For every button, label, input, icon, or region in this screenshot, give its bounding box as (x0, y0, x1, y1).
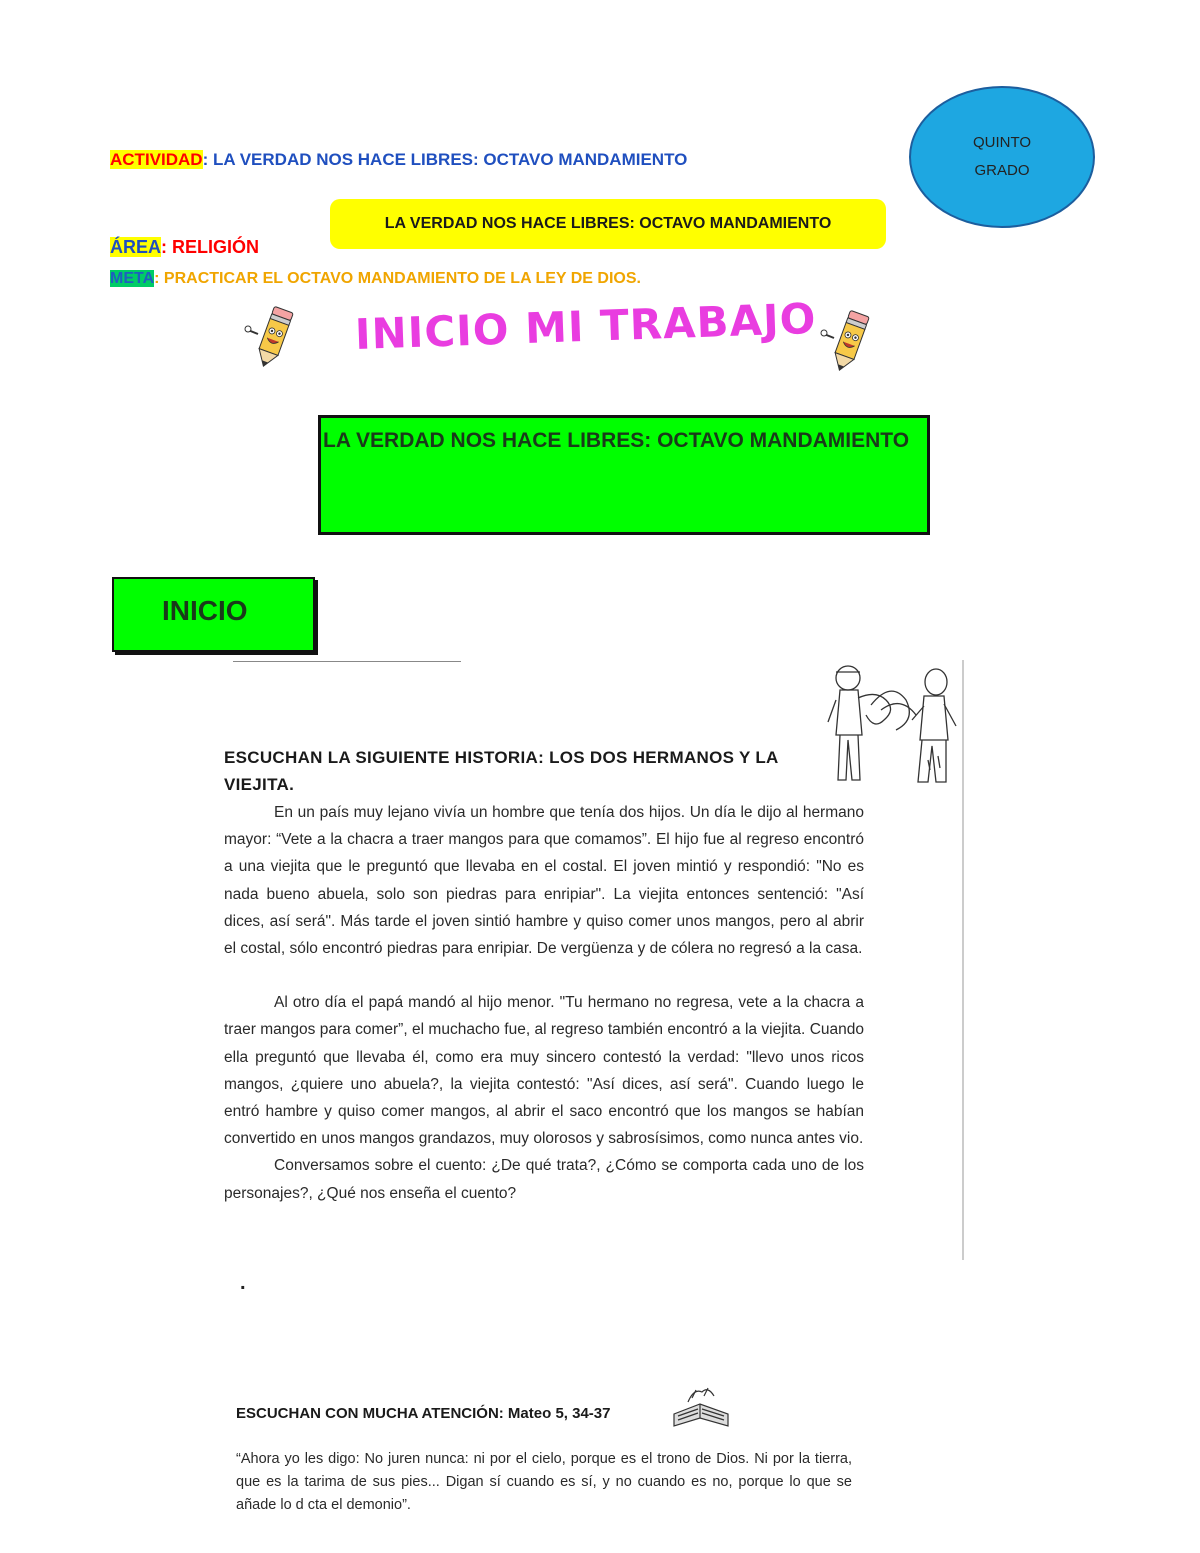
lesson-title-box: LA VERDAD NOS HACE LIBRES: OCTAVO MANDAMIENTO (318, 415, 930, 535)
two-brothers-illustration-icon (826, 660, 960, 790)
actividad-label: ACTIVIDAD (110, 150, 203, 169)
pencil-mascot-right-icon (820, 306, 880, 376)
mateo-quote: “Ahora yo les digo: No juren nunca: ni por el cielo, porque es el trono de Dios. Ni por la tierra, que es la tarima de sus pies... Digan sí cuando es sí, y no cuando es no, porque lo que se añade lo d cta el demonio”. (236, 1451, 852, 1513)
area-label: ÁREA (110, 237, 162, 257)
actividad-text: LA VERDAD NOS HACE LIBRES: OCTAVO MANDAMIENTO (208, 150, 688, 169)
banner-title: INICIO MI TRABAJO (354, 293, 818, 359)
area-text: RELIGIÓN (167, 237, 260, 257)
actividad-sep: : (202, 150, 209, 169)
meta-text: PRACTICAR EL OCTAVO MANDAMIENTO DE LA LEY DE DIOS. (159, 270, 641, 287)
topic-banner: LA VERDAD NOS HACE LIBRES: OCTAVO MANDAMIENTO (330, 199, 886, 249)
grade-badge (909, 86, 1095, 228)
meta-line (110, 270, 641, 288)
actividad-line (110, 150, 687, 170)
bullet-dot: . (240, 1272, 246, 1294)
story-body (224, 799, 864, 1207)
story-paragraph-2: Al otro día el papá mandó al hijo menor. "Tu hermano no regresa, vete a la chacra a traer mangos para comer”, el muchacho fue, al regreso también encontró a la viejita. Cuando ella preguntó que llevaba él, como era muy sincero contestó la verdad: "llevo unos ricos mangos, ¿quiere uno abuela?, la viejita contestó: "Así dices, así será". Cuando luego le entró hambre y quiso comer mangos, al abrir el saco encontró que los mangos se habían convertido en unos mangos grandazos, muy olorosos y sabrosísimos, como nunca antes vio. (224, 994, 864, 1148)
mateo-heading: ESCUCHAN CON MUCHA ATENCIÓN: Mateo 5, 34-37 (236, 1405, 611, 1422)
margin-rule (962, 660, 964, 1260)
pencil-mascot-left-icon (244, 302, 304, 372)
area-line (110, 237, 259, 258)
meta-label: META (110, 270, 155, 287)
open-bible-icon (668, 1384, 734, 1432)
area-sep: : (161, 237, 168, 257)
grade-line-1: QUINTO (972, 134, 1032, 151)
inicio-section-label: INICIO (112, 577, 315, 652)
grade-line-2: GRADO (974, 162, 1030, 179)
story-paragraph-3: Conversamos sobre el cuento: ¿De qué trata?, ¿Cómo se comporta cada uno de los personajes?, ¿Qué nos enseña el cuento? (224, 1157, 864, 1202)
divider-line (233, 661, 461, 662)
story-paragraph-1: En un país muy lejano vivía un hombre que tenía dos hijos. Un día le dijo al hermano mayor: “Vete a la chacra a traer mangos para que comamos”. El hijo fue al regreso encontró a una viejita que le preguntó que llevaba en el costal. El joven mintió y respondió: "No es nada bueno abuela, solo son piedras para enripiar". La viejita entonces sentenció: "Así dices, así será". Más tarde el joven sintió hambre y quiso comer unos mangos, pero al abrir el costal, sólo encontró piedras para enripiar. De vergüenza y de cólera no regresó a la casa. (224, 804, 864, 958)
meta-sep: : (154, 270, 160, 287)
story-title: ESCUCHAN LA SIGUIENTE HISTORIA: LOS DOS HERMANOS Y LA VIEJITA. (224, 748, 778, 794)
